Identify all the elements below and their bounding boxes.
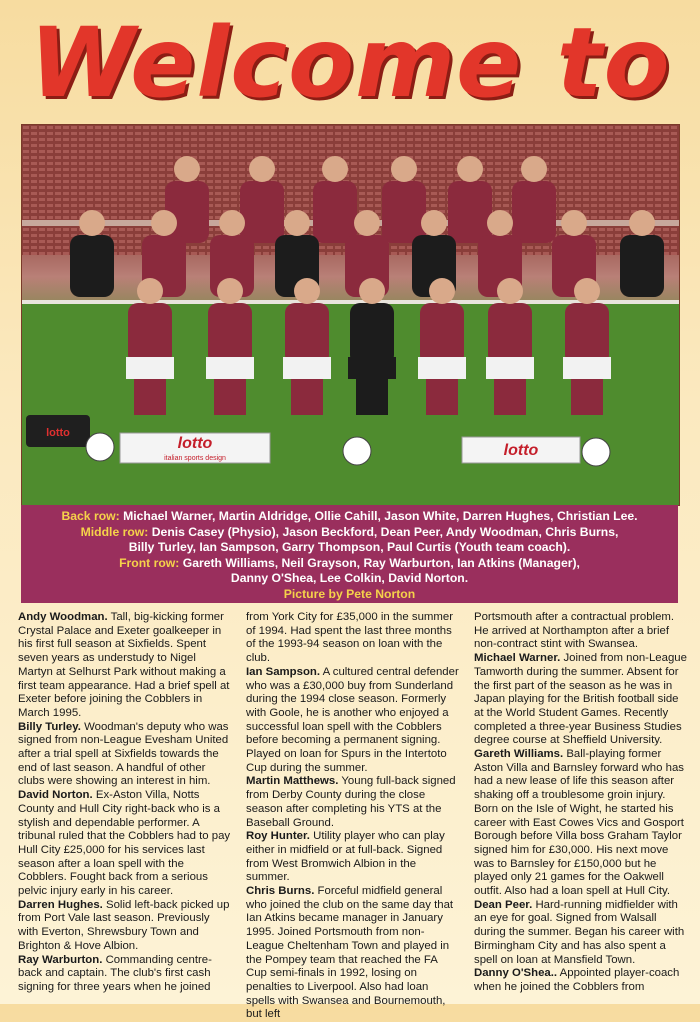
player-head bbox=[151, 210, 177, 236]
player-head bbox=[137, 278, 163, 304]
player-head bbox=[174, 156, 200, 182]
player-socks bbox=[426, 379, 458, 415]
player-bio: A cultured central defender who was a £30,000 buy from Sunderland during the 1994 close season. Formerly with Goole, he is another who enjoyed a successful loan spell with the Cobblers before becoming a permanent signing. Played on loan for Spurs in the Intertoto Cup during the summer. bbox=[246, 665, 459, 774]
player-head bbox=[219, 210, 245, 236]
sponsor-logo-right: lotto bbox=[503, 442, 539, 459]
player-profile bbox=[18, 954, 231, 995]
front-row-names: Gareth Williams, Neil Grayson, Ray Warburton, Ian Atkins (Manager), bbox=[182, 555, 580, 570]
player-shorts bbox=[563, 357, 611, 379]
player-head bbox=[421, 210, 447, 236]
middle-row-names: Denis Casey (Physio), Jason Beckford, Dean Peer, Andy Woodman, Chris Burns, bbox=[151, 524, 619, 539]
player-profile bbox=[18, 899, 231, 954]
player-head bbox=[322, 156, 348, 182]
player-socks bbox=[134, 379, 166, 415]
caption-back-row bbox=[21, 509, 678, 525]
player-head bbox=[429, 278, 455, 304]
player-head bbox=[561, 210, 587, 236]
caption-front-row bbox=[21, 556, 678, 572]
player-head bbox=[79, 210, 105, 236]
caption-middle-row bbox=[21, 525, 678, 541]
player-figure bbox=[70, 235, 114, 297]
player-figure bbox=[128, 303, 172, 365]
player-name: Gareth Williams. bbox=[474, 748, 564, 761]
front-row-names-continued: Danny O'Shea, Lee Colkin, David Norton. bbox=[230, 571, 469, 586]
player-head bbox=[574, 278, 600, 304]
front-row-label: Front row: bbox=[119, 555, 180, 570]
player-bio: Solid left-back picked up from Port Vale last season. Previously with Everton, Shrewsbury Town and Brighton & Hove Albion. bbox=[18, 898, 230, 952]
player-name: Dean Peer. bbox=[474, 898, 533, 911]
profile-column-3 bbox=[474, 611, 687, 1004]
player-name: Andy Woodman. bbox=[18, 611, 108, 623]
player-figure bbox=[313, 181, 357, 243]
player-shorts bbox=[206, 357, 254, 379]
player-profile bbox=[474, 652, 687, 748]
sponsor-board-right bbox=[462, 437, 580, 463]
player-name: Darren Hughes. bbox=[18, 898, 103, 911]
player-name: David Norton. bbox=[18, 789, 93, 802]
player-profiles bbox=[18, 611, 688, 1021]
player-shorts bbox=[126, 357, 174, 379]
player-bio: Woodman's deputy who was signed from non-League Evesham United after a trial spell at Sixfields towards the end of last season. A handful of other clubs were showing an interest in him. bbox=[18, 720, 229, 788]
player-profile bbox=[246, 885, 459, 1022]
player-profile bbox=[246, 666, 459, 776]
team-photo bbox=[21, 124, 680, 506]
player-shorts bbox=[486, 357, 534, 379]
player-bio: Forceful midfield general who joined the club on the same day that Ian Atkins became manager in January 1995. Joined Portsmouth from non-League Cheltenham Town and played in the Pompey team that reached the FA Cup semi-finals in 1992, losing on penalties to Liverpool. Also had loan spells with Swansea and Bournemouth, but left bbox=[246, 885, 454, 1021]
player-bio: Ball-playing former Aston Villa and Barnsley forward who has had a new lease of life this season after shaking off a troublesome groin injury. Born on the Isle of Wight, he started his career with East Cowes Vics and Gosport Borough before Villa boss Graham Taylor signed him for £30,000. His next move was to Barnsley for £150,000 but he played only 21 games for the Oakwell outfit. Also had a loan spell at Hull City. bbox=[474, 748, 684, 898]
profile-column-1 bbox=[18, 611, 231, 1004]
player-profile bbox=[246, 611, 459, 666]
football-right bbox=[582, 438, 610, 466]
player-figure bbox=[512, 181, 556, 243]
profile-column-2 bbox=[246, 611, 459, 1021]
player-head bbox=[249, 156, 275, 182]
player-name: Ray Warburton. bbox=[18, 953, 103, 966]
player-figure bbox=[448, 181, 492, 243]
player-figure bbox=[208, 303, 252, 365]
player-figure bbox=[488, 303, 532, 365]
player-bio: Tall, big-kicking former Crystal Palace and Exeter goalkeeper in his first full season at Sixfields. Spent seven years as understudy to Nigel Martyn at Selhurst Park without making a first team appearance. Had a brief spell at Exeter before joining the Cobblers in March 1995. bbox=[18, 611, 230, 719]
player-head bbox=[217, 278, 243, 304]
player-profile bbox=[18, 789, 231, 899]
kit-bag-logo: lotto bbox=[46, 427, 70, 439]
player-bio: Joined from non-League Tamworth during the summer. Absent for the first part of the season as he was in Japan playing for the British football side at the World Student Games. Recently completed a three-year Business Studies degree course at Sheffield University. bbox=[474, 652, 687, 747]
player-profile bbox=[18, 721, 231, 790]
kit-bag bbox=[26, 415, 90, 447]
player-name: Michael Warner. bbox=[474, 652, 561, 665]
player-head bbox=[284, 210, 310, 236]
player-bio: Appointed player-coach when he joined the Cobblers from bbox=[474, 967, 680, 993]
player-profile bbox=[474, 899, 687, 968]
player-bio: from York City for £35,000 in the summer of 1994. Had spent the last three months of the 1993-94 season on loan with the club. bbox=[246, 611, 454, 665]
player-bio: Hard-running midfielder with an eye for goal. Signed from Walsall during the summer. Began his career with Birmingham City and has also spent a spell on loan at Mansfield Town. bbox=[474, 898, 685, 966]
player-bio: Ex-Aston Villa, Notts County and Hull City right-back who is a stylish and dependable performer. A tribunal ruled that the Cobblers had to pay Hull City £25,000 for his services last season after a loan spell with the Cobblers. Fought back from a serious pelvic injury early in his career. bbox=[18, 789, 231, 898]
player-profile bbox=[474, 748, 687, 899]
sponsor-logo-left: lotto bbox=[177, 435, 213, 452]
player-shorts bbox=[418, 357, 466, 379]
player-head bbox=[487, 210, 513, 236]
player-name: Billy Turley. bbox=[18, 720, 81, 733]
player-figure bbox=[350, 303, 394, 365]
player-figure bbox=[382, 181, 426, 243]
middle-row-label: Middle row: bbox=[80, 524, 149, 539]
player-figure bbox=[285, 303, 329, 365]
player-shorts bbox=[283, 357, 331, 379]
player-profile bbox=[246, 775, 459, 830]
player-figure bbox=[240, 181, 284, 243]
player-profile bbox=[474, 611, 687, 652]
player-bio: Utility player who can play either in midfield or at full-back. Signed from West Bromwich Albion in the summer. bbox=[246, 830, 445, 884]
player-head bbox=[391, 156, 417, 182]
middle-row-names-continued: Billy Turley, Ian Sampson, Garry Thompson, Paul Curtis (Youth team coach). bbox=[128, 540, 571, 555]
page-headline: Welcome to bbox=[29, 7, 671, 119]
photo-caption bbox=[21, 505, 678, 603]
sponsor-board-left bbox=[120, 433, 270, 463]
player-head bbox=[359, 278, 385, 304]
player-figure bbox=[565, 303, 609, 365]
player-head bbox=[457, 156, 483, 182]
player-figure bbox=[420, 303, 464, 365]
football-left bbox=[86, 433, 114, 461]
player-bio: Commanding centre-back and captain. The club's first cash signing for three years when he joined bbox=[18, 953, 212, 993]
player-name: Danny O'Shea.. bbox=[474, 967, 558, 980]
player-name: Roy Hunter. bbox=[246, 830, 310, 843]
player-head bbox=[294, 278, 320, 304]
football-centre bbox=[343, 437, 371, 465]
player-head bbox=[521, 156, 547, 182]
player-socks bbox=[356, 379, 388, 415]
player-figure bbox=[620, 235, 664, 297]
player-head bbox=[497, 278, 523, 304]
player-bio: Young full-back signed from Derby County during the close season after completing his YTS at the Baseball Ground. bbox=[246, 775, 456, 829]
player-profile bbox=[246, 830, 459, 885]
player-socks bbox=[494, 379, 526, 415]
player-profile bbox=[18, 611, 231, 721]
player-head bbox=[354, 210, 380, 236]
photo-credit: Picture by Pete Norton bbox=[283, 586, 416, 601]
player-name: Ian Sampson. bbox=[246, 665, 321, 678]
player-socks bbox=[571, 379, 603, 415]
player-profile bbox=[474, 967, 687, 994]
back-row-names: Michael Warner, Martin Aldridge, Ollie Cahill, Jason White, Darren Hughes, Christian Lee. bbox=[123, 509, 638, 523]
player-socks bbox=[214, 379, 246, 415]
back-row-label: Back row: bbox=[61, 509, 120, 523]
player-name: Chris Burns. bbox=[246, 885, 315, 898]
player-head bbox=[629, 210, 655, 236]
player-shorts bbox=[348, 357, 396, 379]
player-socks bbox=[291, 379, 323, 415]
player-name: Martin Matthews. bbox=[246, 775, 339, 788]
player-bio: Portsmouth after a contractual problem. He arrived at Northampton after a brief non-contract stint with Swansea. bbox=[474, 611, 675, 651]
sponsor-tagline: italian sports design bbox=[164, 455, 226, 462]
player-figure bbox=[165, 181, 209, 243]
